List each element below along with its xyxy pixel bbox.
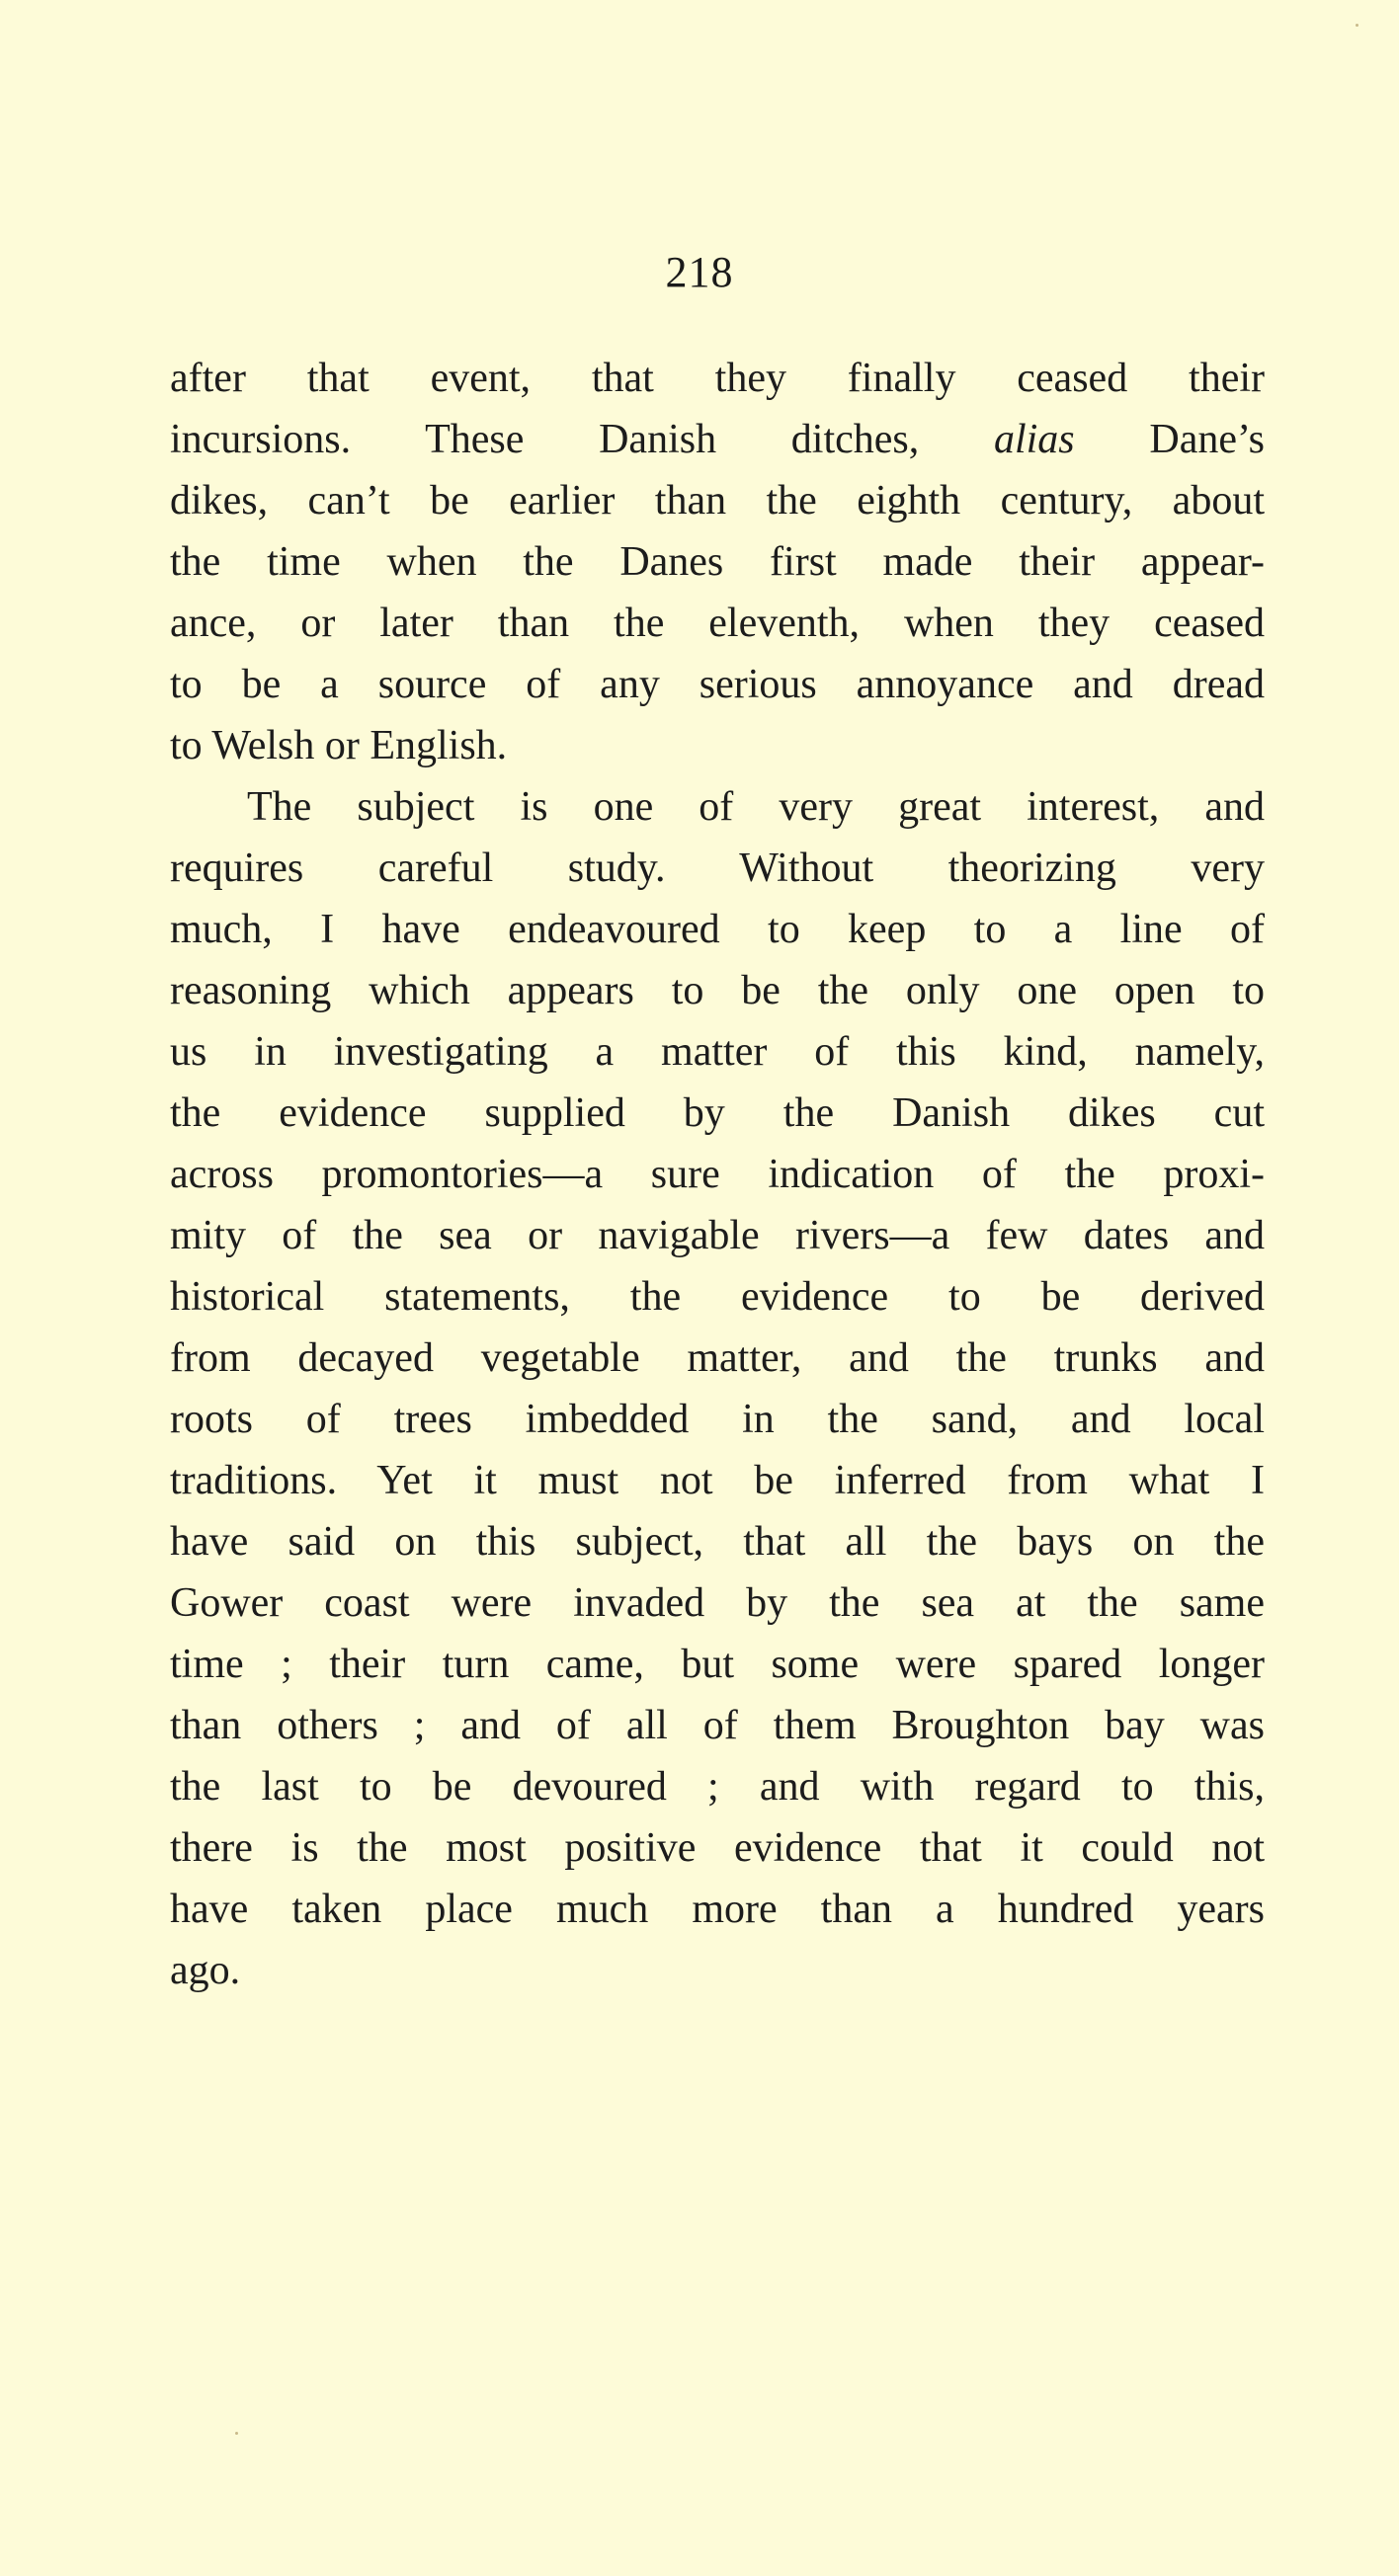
text-line: historical statements, the evidence to be derived <box>170 1274 1265 1320</box>
text-line: much, I have endeavoured to keep to a line of <box>170 907 1265 952</box>
text-line: time ; their turn came, but some were spared longer <box>170 1642 1265 1687</box>
text-line: ance, or later than the eleventh, when they ceased <box>170 601 1265 646</box>
text-line: there is the most positive evidence that it could not <box>170 1825 1265 1871</box>
text-line: requires careful study. Without theorizing very <box>170 845 1265 891</box>
text-line: across promontories—a sure indication of the proxi- <box>170 1152 1265 1197</box>
text-line: reasoning which appears to be the only one open to <box>170 968 1265 1013</box>
text-line: traditions. Yet it must not be inferred from what I <box>170 1458 1265 1503</box>
italic-segment: alias <box>993 417 1075 462</box>
text-segment: incursions. These Danish ditches, <box>170 417 994 462</box>
text-line: The subject is one of very great interest, and <box>247 784 1265 830</box>
text-line: to be a source of any serious annoyance and dread <box>170 662 1265 707</box>
text-line: mity of the sea or navigable rivers—a few dates and <box>170 1213 1265 1258</box>
body-text <box>170 348 1265 2001</box>
page-number: 218 <box>665 248 734 296</box>
text-line: have said on this subject, that all the bays on the <box>170 1519 1265 1565</box>
text-line: to Welsh or English. <box>170 723 508 768</box>
text-line: than others ; and of all of them Broughton bay was <box>170 1703 1265 1748</box>
text-line: the evidence supplied by the Danish dikes cut <box>170 1090 1265 1136</box>
text-segment: Dane’s <box>1074 417 1265 462</box>
text-line: have taken place much more than a hundred years <box>170 1887 1265 1932</box>
text-line: after that event, that they finally ceased their <box>170 356 1265 401</box>
text-line: from decayed vegetable matter, and the trunks and <box>170 1335 1265 1381</box>
text-line: Gower coast were invaded by the sea at the same <box>170 1580 1265 1626</box>
paper-speck <box>235 2432 238 2435</box>
text-line: the last to be devoured ; and with regard to this, <box>170 1764 1265 1810</box>
text-line: dikes, can’t be earlier than the eighth century, about <box>170 478 1265 523</box>
paper-speck <box>1356 24 1358 27</box>
text-line: ago. <box>170 1948 241 1993</box>
text-line: us in investigating a matter of this kind, namely, <box>170 1029 1265 1075</box>
text-line <box>170 409 1265 470</box>
text-line: the time when the Danes first made their appear- <box>170 539 1265 585</box>
text-line: roots of trees imbedded in the sand, and local <box>170 1397 1265 1442</box>
